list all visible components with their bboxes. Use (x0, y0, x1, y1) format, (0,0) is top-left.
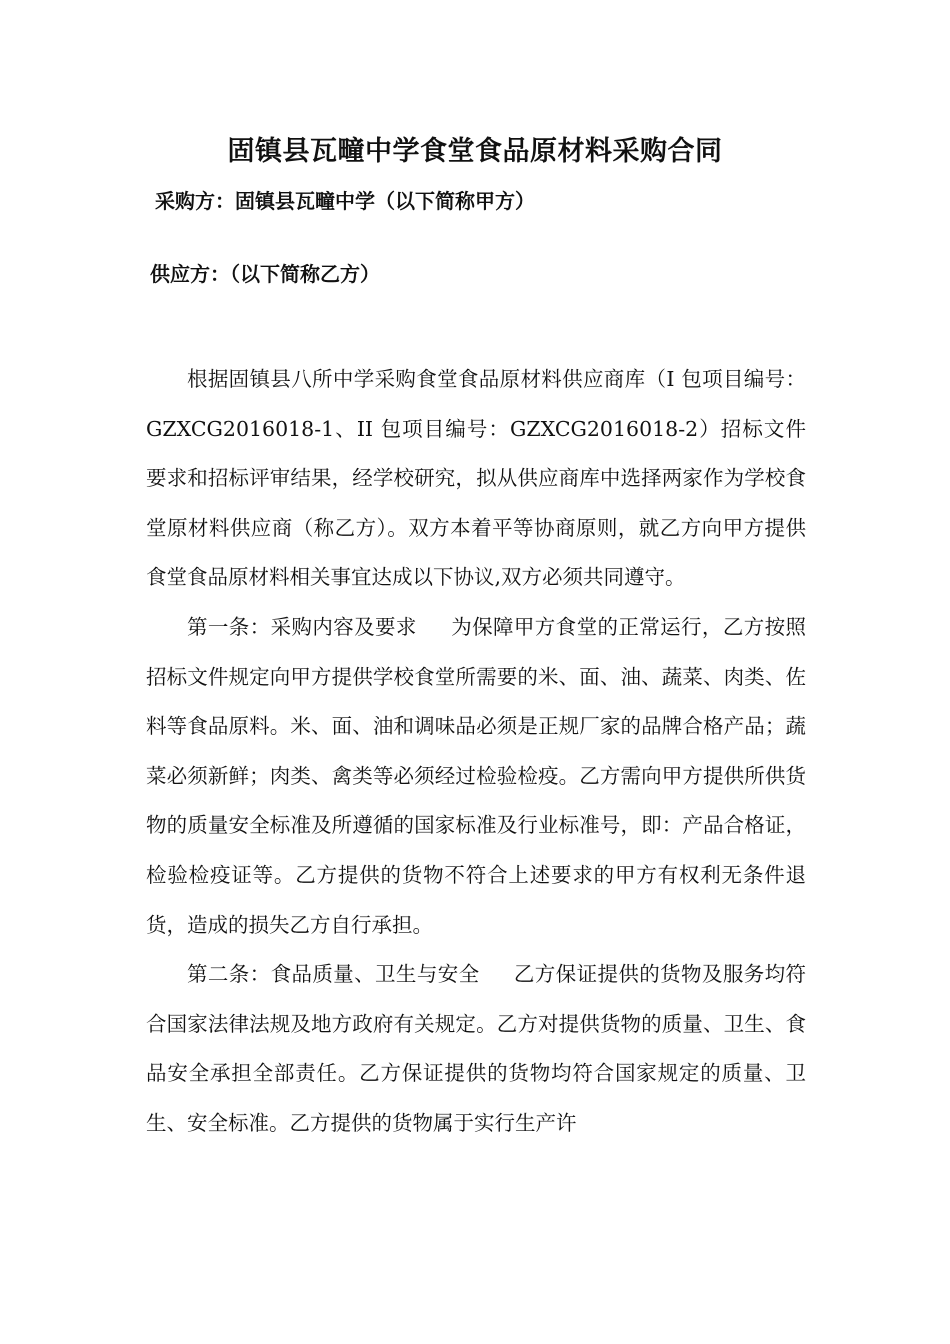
intro-paragraph: 根据固镇县八所中学采购食堂食品原材料供应商库（I 包项目编号：GZXCG2016018-1、II 包项目编号：GZXCG2016018-2）招标文件要求和招标评审结果，经学校研究，拟从供应商库中选择两家作为学校食堂原材料供应商（称乙方）。双方本着平等协商原则，就乙方向甲方提供食堂食品原材料相关事宜达成以下协议,双方必须共同遵守。 (146, 367, 806, 590)
article-1-body: 为保障甲方食堂的正常运行，乙方按照招标文件规定向甲方提供学校食堂所需要的米、面、油、蔬菜、肉类、佐料等食品原料。米、面、油和调味品必须是正规厂家的品牌合格产品；蔬菜必须新鲜；肉类、禽类等必须经过检验检疫。乙方需向甲方提供所供货物的质量安全标准及所遵循的国家标准及行业标准号，即：产品合格证，检验检疫证等。乙方提供的货物不符合上述要求的甲方有权利无条件退货，造成的损失乙方自行承担。 (146, 614, 807, 937)
article-2-heading: 第二条：食品质量、卫生与安全 (187, 962, 480, 987)
contract-body (146, 355, 806, 1149)
supplier-line: 供应方：（以下简称乙方） (150, 262, 380, 286)
article-1-paragraph (146, 603, 806, 950)
document-title: 固镇县瓦疃中学食堂食品原材料采购合同 (227, 136, 723, 167)
article-1-heading: 第一条：采购内容及要求 (187, 614, 417, 639)
buyer-line: 采购方：固镇县瓦疃中学（以下简称甲方） (155, 189, 535, 213)
article-2-body: 乙方保证提供的货物及服务均符合国家法律法规及地方政府有关规定。乙方对提供货物的质量、卫生、食品安全承担全部责任。乙方保证提供的货物均符合国家规定的质量、卫生、安全标准。乙方提供的货物属于实行生产许 (146, 962, 806, 1135)
article-2-paragraph (146, 950, 806, 1148)
